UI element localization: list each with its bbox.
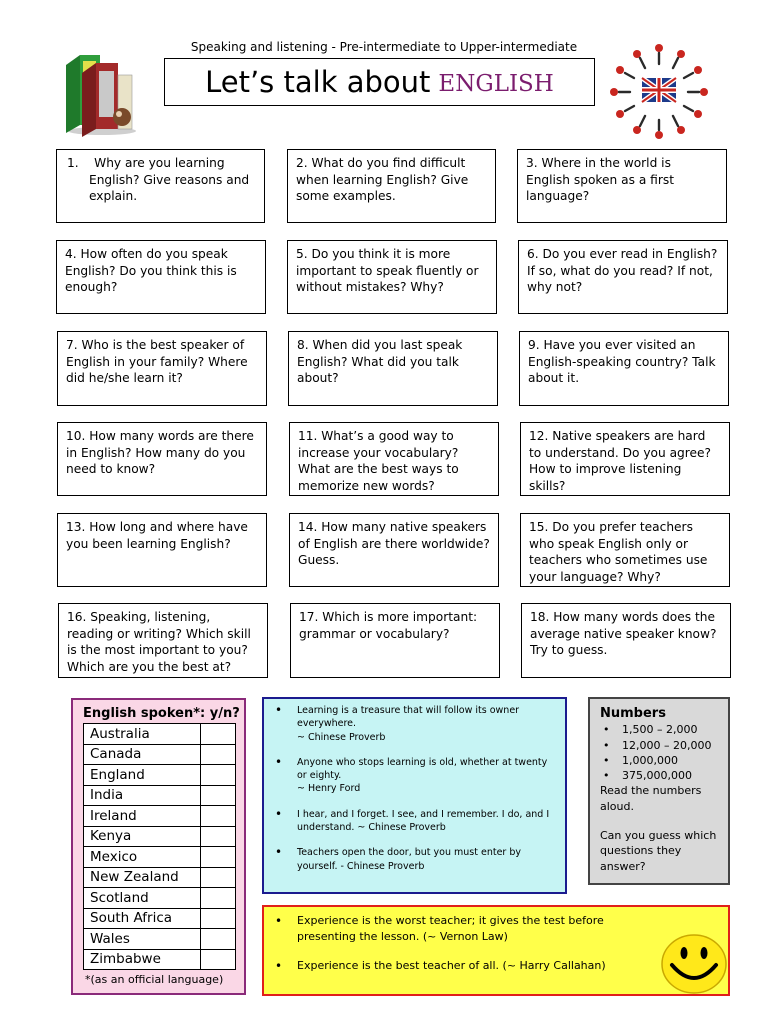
question-text: Why are you learning English? Give reasons and explain.	[89, 156, 250, 203]
answer-cell	[201, 929, 236, 950]
experience-quote: • Experience is the best teacher of all. (~ Harry Callahan)	[297, 958, 648, 974]
answer-cell	[201, 744, 236, 765]
question-box-1: 1. Why are you learning English? Give reasons and explain.	[56, 149, 265, 223]
question-box-7	[57, 331, 267, 406]
question-text: 3. Where in the world is English spoken as a first language?	[526, 156, 674, 203]
answer-cell	[201, 867, 236, 888]
answer-cell	[201, 724, 236, 745]
books-dictionary-icon	[58, 47, 140, 137]
question-text: 15. Do you prefer teachers who speak English only or teachers who sometimes use your language? Why?	[529, 520, 708, 584]
quote-item: • Anyone who stops learning is old, whether at twenty or eighty. ~ Henry Ford	[297, 756, 557, 796]
question-box-15	[520, 513, 730, 587]
answer-cell	[201, 847, 236, 868]
answer-cell	[201, 949, 236, 970]
question-box-17	[290, 603, 500, 678]
question-text: 11. What’s a good way to increase your vocabulary? What are the best ways to memorize new words?	[298, 429, 459, 493]
country-name: South Africa	[84, 908, 201, 929]
question-box-3	[517, 149, 727, 223]
number-item: • 12,000 – 20,000	[622, 738, 718, 753]
numbers-question: Can you guess which questions they answer?	[600, 829, 717, 873]
countries-footnote: *(as an official language)	[85, 973, 224, 986]
quote-item: • Teachers open the door, but you must enter by yourself. - Chinese Proverb	[297, 846, 557, 873]
question-text: 18. How many words does the average native speaker know? Try to guess.	[530, 610, 717, 657]
country-name: Zimbabwe	[84, 949, 201, 970]
country-name: India	[84, 785, 201, 806]
answer-cell	[201, 806, 236, 827]
question-box-13	[57, 513, 267, 587]
worksheet-title	[164, 58, 595, 106]
answer-cell	[201, 826, 236, 847]
table-row	[84, 785, 236, 806]
number-item: • 1,500 – 2,000	[622, 722, 718, 737]
number-item: • 1,000,000	[622, 753, 718, 768]
table-row	[84, 806, 236, 827]
question-text: 9. Have you ever visited an English-speaking country? Talk about it.	[528, 338, 716, 385]
question-text: 5. Do you think it is more important to speak fluently or without mistakes? Why?	[296, 247, 479, 294]
question-box-16	[58, 603, 268, 678]
table-row	[84, 724, 236, 745]
numbers-heading: Numbers	[600, 706, 666, 721]
question-box-2	[287, 149, 496, 223]
table-row	[84, 908, 236, 929]
countries-panel	[71, 698, 246, 995]
question-text: 6. Do you ever read in English? If so, what do you read? If not, why not?	[527, 247, 718, 294]
answer-cell	[201, 785, 236, 806]
country-name: Australia	[84, 724, 201, 745]
question-text: 16. Speaking, listening, reading or writing? Which skill is the most important to you? Which are you the best at?	[67, 610, 251, 674]
country-name: England	[84, 765, 201, 786]
country-name: Mexico	[84, 847, 201, 868]
question-box-12	[520, 422, 730, 496]
country-name: Canada	[84, 744, 201, 765]
question-box-6	[518, 240, 728, 314]
question-text: 17. Which is more important: grammar or vocabulary?	[299, 610, 478, 641]
question-text: 7. Who is the best speaker of English in your family? Where did he/she learn it?	[66, 338, 248, 385]
quotes-panel	[262, 697, 567, 894]
question-text: 10. How many words are there in English? How many do you need to know?	[66, 429, 254, 476]
question-text: 14. How many native speakers of English are there worldwide? Guess.	[298, 520, 490, 567]
countries-table	[83, 723, 236, 970]
numbers-instruction: Read the numbers aloud.	[600, 784, 702, 813]
numbers-panel	[588, 697, 730, 885]
title-main-text: Let’s talk about	[205, 65, 431, 99]
question-text: 8. When did you last speak English? What did you talk about?	[297, 338, 463, 385]
answer-cell	[201, 908, 236, 929]
table-row	[84, 847, 236, 868]
question-box-14	[289, 513, 499, 587]
countries-heading: English spoken*: y/n?	[83, 706, 240, 721]
experience-quote: • Experience is the worst teacher; it gives the test before presenting the lesson. (~ Vernon Law)	[297, 913, 648, 945]
table-row	[84, 826, 236, 847]
question-box-8	[288, 331, 498, 406]
table-row	[84, 949, 236, 970]
question-box-11	[289, 422, 499, 496]
worksheet-subtitle: Speaking and listening - Pre-intermediate to Upper-intermediate	[190, 40, 578, 54]
country-name: Scotland	[84, 888, 201, 909]
question-box-18	[521, 603, 731, 678]
union-flag-people-ring-icon	[606, 40, 712, 140]
question-box-4	[56, 240, 266, 314]
country-name: Ireland	[84, 806, 201, 827]
quote-item: • I hear, and I forget. I see, and I remember. I do, and I understand. ~ Chinese Proverb	[297, 808, 557, 835]
question-text: 2. What do you find difficult when learning English? Give some examples.	[296, 156, 469, 203]
smiley-face-icon	[660, 933, 728, 995]
table-row	[84, 888, 236, 909]
question-box-10	[57, 422, 267, 496]
table-row	[84, 929, 236, 950]
title-accent-text: ENGLISH	[438, 71, 554, 97]
country-name: Wales	[84, 929, 201, 950]
country-name: New Zealand	[84, 867, 201, 888]
question-text: 12. Native speakers are hard to understand. Do you agree? How to improve listening skills?	[529, 429, 712, 493]
table-row	[84, 867, 236, 888]
quote-item: • Learning is a treasure that will follow its owner everywhere. ~ Chinese Proverb	[297, 704, 557, 744]
table-row	[84, 765, 236, 786]
question-box-5	[287, 240, 497, 314]
table-row	[84, 744, 236, 765]
country-name: Kenya	[84, 826, 201, 847]
number-item: • 375,000,000	[622, 768, 718, 783]
answer-cell	[201, 888, 236, 909]
question-box-9	[519, 331, 729, 406]
question-text: 4. How often do you speak English? Do you think this is enough?	[65, 247, 237, 294]
question-text: 13. How long and where have you been learning English?	[66, 520, 248, 551]
answer-cell	[201, 765, 236, 786]
